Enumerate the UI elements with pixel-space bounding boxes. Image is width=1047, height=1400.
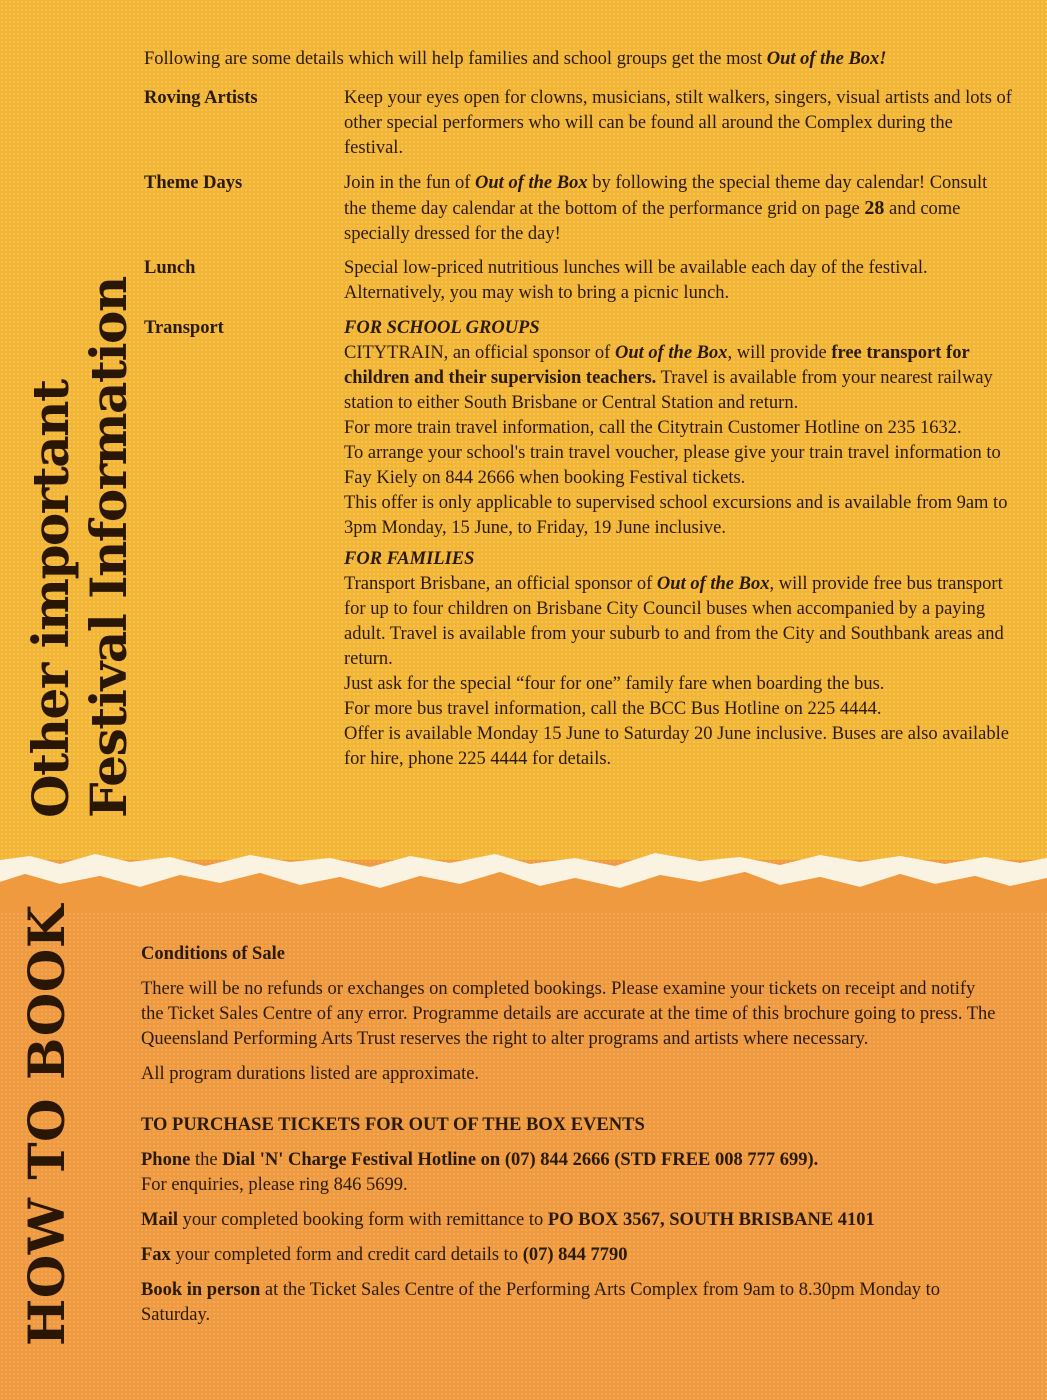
phone-line xyxy=(141,1148,1001,1173)
in-person-label: Book in person xyxy=(141,1280,261,1300)
s1a: CITYTRAIN, an official sponsor of xyxy=(344,343,615,363)
theme-days-label: Theme Days xyxy=(144,173,243,193)
phone-enquiries: For enquiries, please ring 846 5699. xyxy=(141,1175,408,1195)
s1c: Travel is available from your nearest railway station to either South Brisbane or Central Station and return. xyxy=(344,368,993,413)
s1-emphasis: Out of the Box xyxy=(614,343,728,363)
torn-paper-divider xyxy=(0,842,1047,912)
family-paragraph-1 xyxy=(344,572,1014,672)
fax-text: your completed form and credit card details to xyxy=(170,1245,523,1265)
lunch-label: Lunch xyxy=(144,258,196,278)
f1b: , will provide free bus transport for up to four children on Brisbane City Council buses when accompanied by a paying adult. Travel is available from your suburb to and from the City and Southbank areas and return. xyxy=(344,574,1004,669)
fax-label: Fax xyxy=(141,1245,171,1265)
s1b: , will provide xyxy=(727,343,832,363)
school-paragraph-1 xyxy=(344,341,1014,416)
roving-artists-text: Keep your eyes open for clowns, musicians, stilt walkers, singers, visual artists and lots of other special performers who will can be found all around the Complex during the festival. xyxy=(344,88,1012,158)
theme-t1: Join in the fun of xyxy=(344,173,476,193)
theme-emphasis: Out of the Box xyxy=(475,173,588,193)
mail-label: Mail xyxy=(141,1210,178,1230)
side-title-line1: Other important xyxy=(21,380,80,818)
family-paragraph-4: Offer is available Monday 15 June to Saturday 20 June inclusive. Buses are also available for hire, phone 225 4444 for details. xyxy=(344,724,1009,769)
intro-text xyxy=(144,49,1034,70)
family-paragraph-2: Just ask for the special “four for one” family fare when boarding the bus. xyxy=(344,674,885,694)
in-person-text: at the Ticket Sales Centre of the Performing Arts Complex from 9am to 8.30pm Monday to Saturday. xyxy=(141,1280,941,1325)
intro-body: Following are some details which will help families and school groups get the most xyxy=(144,49,767,69)
phone-label: Phone xyxy=(141,1150,191,1170)
phone-hotline: Dial 'N' Charge Festival Hotline on (07) 844 2666 (STD FREE 008 777 699). xyxy=(222,1150,819,1170)
families-heading: FOR FAMILIES xyxy=(344,549,475,569)
mail-line xyxy=(141,1208,1001,1233)
fax-line xyxy=(141,1243,1001,1268)
durations-text: All program durations listed are approximate. xyxy=(141,1064,480,1084)
side-how-to-book: HOW TO BOOK xyxy=(17,904,76,1346)
side-title xyxy=(22,277,138,818)
school-groups-heading: FOR SCHOOL GROUPS xyxy=(344,318,540,338)
mail-address: PO BOX 3567, SOUTH BRISBANE 4101 xyxy=(547,1210,875,1230)
side-title-line2: Festival Information xyxy=(79,277,138,818)
transport-label: Transport xyxy=(144,318,224,338)
conditions-text: There will be no refunds or exchanges on completed bookings. Please examine your tickets on receipt and notify the Ticket Sales Centre of any error. Programme details are accurate at the time of this brochure going to press. The Queensland Performing Arts Trust reserves the right to alter programs and artists where necessary. xyxy=(141,979,996,1049)
school-paragraph-2: For more train travel information, call the Citytrain Customer Hotline on 235 1632. xyxy=(344,418,962,438)
s1-bold: free transport for children and their supervision teachers. xyxy=(344,343,970,388)
phone-the: the xyxy=(190,1150,223,1170)
conditions-heading: Conditions of Sale xyxy=(141,944,285,964)
theme-page-number: 28 xyxy=(864,197,885,219)
in-person-line xyxy=(141,1278,1001,1328)
intro-emphasis: Out of the Box! xyxy=(766,49,887,69)
fax-number: (07) 844 7790 xyxy=(522,1245,628,1265)
f1a: Transport Brisbane, an official sponsor of xyxy=(344,574,657,594)
f1-emphasis: Out of the Box xyxy=(656,574,770,594)
theme-days-text xyxy=(344,171,1014,247)
theme-t3: and come specially dressed for the day! xyxy=(344,199,961,244)
theme-t2: by following the special theme day calendar! Consult the theme day calendar at the bottom of the performance grid on page xyxy=(344,173,988,219)
purchase-heading: TO PURCHASE TICKETS FOR OUT OF THE BOX EVENTS xyxy=(141,1115,645,1135)
mail-text: your completed booking form with remittance to xyxy=(178,1210,548,1230)
lunch-text: Special low-priced nutritious lunches will be available each day of the festival. Alternatively, you may wish to bring a picnic lunch. xyxy=(344,258,928,303)
transport-text xyxy=(344,316,1014,772)
school-paragraph-4: This offer is only applicable to supervised school excursions and is available from 9am to 3pm Monday, 15 June, to Friday, 19 June inclusive. xyxy=(344,493,1008,538)
school-paragraph-3: To arrange your school's train travel voucher, please give your train travel information to Fay Kiely on 844 2666 when booking Festival tickets. xyxy=(344,443,1001,488)
conditions-of-sale xyxy=(141,942,1001,1328)
family-paragraph-3: For more bus travel information, call the BCC Bus Hotline on 225 4444. xyxy=(344,699,882,719)
roving-artists-label: Roving Artists xyxy=(144,88,258,108)
